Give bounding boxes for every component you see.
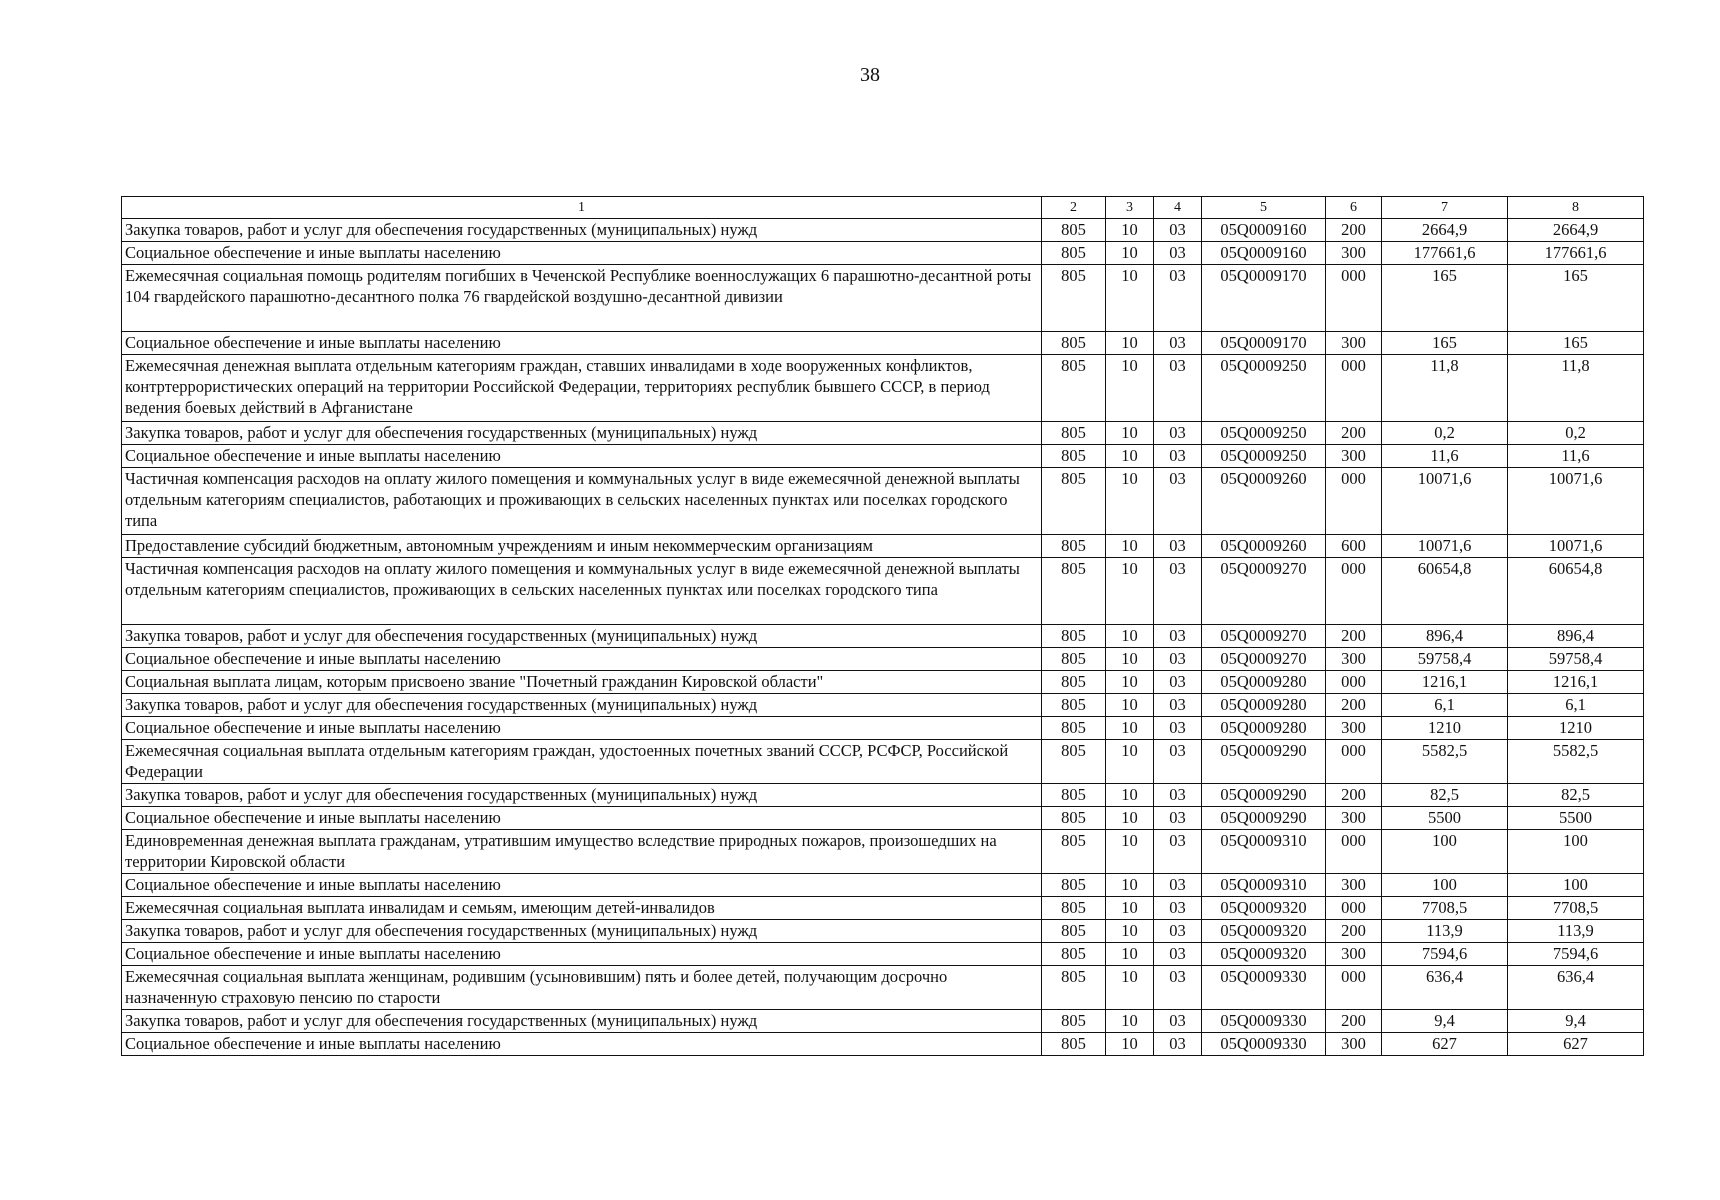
cell-col2: 805: [1042, 671, 1106, 694]
cell-col2: 805: [1042, 694, 1106, 717]
cell-col7: 0,2: [1382, 422, 1508, 445]
header-cell-3: 3: [1106, 197, 1154, 219]
cell-col4: 03: [1154, 422, 1202, 445]
cell-col4: 03: [1154, 332, 1202, 355]
cell-col5: 05Q0009290: [1202, 807, 1326, 830]
table-row: [122, 784, 1644, 807]
cell-col2: 805: [1042, 355, 1106, 422]
cell-col5: 05Q0009260: [1202, 468, 1326, 535]
cell-col3: 10: [1106, 265, 1154, 332]
cell-col6: 300: [1326, 717, 1382, 740]
cell-col4: 03: [1154, 740, 1202, 784]
table-row: [122, 740, 1644, 784]
cell-col4: 03: [1154, 625, 1202, 648]
cell-col5: 05Q0009330: [1202, 966, 1326, 1010]
cell-name: Социальная выплата лицам, которым присвоено звание "Почетный гражданин Кировской области": [122, 671, 1042, 694]
cell-col3: 10: [1106, 1033, 1154, 1056]
cell-col5: 05Q0009330: [1202, 1033, 1326, 1056]
table-row: [122, 422, 1644, 445]
header-cell-1: 1: [122, 197, 1042, 219]
header-row: [122, 197, 1644, 219]
cell-name: Закупка товаров, работ и услуг для обеспечения государственных (муниципальных) нужд: [122, 219, 1042, 242]
cell-col3: 10: [1106, 422, 1154, 445]
cell-name: Частичная компенсация расходов на оплату жилого помещения и коммунальных услуг в виде ежемесячной денежной выплаты отдельным категориям специалистов, проживающих в сельских населенных пунктах или поселках городского типа: [122, 558, 1042, 625]
table-row: [122, 874, 1644, 897]
cell-col3: 10: [1106, 807, 1154, 830]
cell-col5: 05Q0009280: [1202, 694, 1326, 717]
cell-name: Ежемесячная социальная выплата женщинам, родившим (усыновившим) пять и более детей, получающим досрочно назначенную страховую пенсию по старости: [122, 966, 1042, 1010]
cell-col3: 10: [1106, 355, 1154, 422]
cell-col2: 805: [1042, 966, 1106, 1010]
cell-col5: 05Q0009320: [1202, 943, 1326, 966]
cell-col6: 000: [1326, 468, 1382, 535]
cell-name: Социальное обеспечение и иные выплаты населению: [122, 332, 1042, 355]
page-number: 38: [860, 64, 880, 86]
cell-col8: 165: [1508, 332, 1644, 355]
table-row: [122, 830, 1644, 874]
cell-col3: 10: [1106, 535, 1154, 558]
cell-col2: 805: [1042, 784, 1106, 807]
cell-name: Частичная компенсация расходов на оплату жилого помещения и коммунальных услуг в виде ежемесячной денежной выплаты отдельным категориям специалистов, работающих и проживающих в сельских населенных пунктах или поселках городского типа: [122, 468, 1042, 535]
cell-col3: 10: [1106, 943, 1154, 966]
cell-col2: 805: [1042, 558, 1106, 625]
cell-col5: 05Q0009290: [1202, 740, 1326, 784]
cell-col8: 100: [1508, 874, 1644, 897]
cell-col7: 627: [1382, 1033, 1508, 1056]
cell-col3: 10: [1106, 242, 1154, 265]
cell-col7: 6,1: [1382, 694, 1508, 717]
cell-name: Закупка товаров, работ и услуг для обеспечения государственных (муниципальных) нужд: [122, 1010, 1042, 1033]
cell-col2: 805: [1042, 943, 1106, 966]
cell-col7: 1210: [1382, 717, 1508, 740]
table-row: [122, 558, 1644, 625]
cell-col6: 300: [1326, 242, 1382, 265]
cell-col6: 000: [1326, 355, 1382, 422]
cell-col2: 805: [1042, 1033, 1106, 1056]
cell-col4: 03: [1154, 897, 1202, 920]
cell-col4: 03: [1154, 830, 1202, 874]
cell-col6: 600: [1326, 535, 1382, 558]
cell-col7: 10071,6: [1382, 535, 1508, 558]
header-cell-8: 8: [1508, 197, 1644, 219]
cell-col6: 000: [1326, 966, 1382, 1010]
cell-col6: 000: [1326, 671, 1382, 694]
cell-col8: 896,4: [1508, 625, 1644, 648]
cell-name: Ежемесячная социальная выплата инвалидам и семьям, имеющим детей-инвалидов: [122, 897, 1042, 920]
cell-col4: 03: [1154, 1033, 1202, 1056]
cell-name: Ежемесячная социальная выплата отдельным категориям граждан, удостоенных почетных званий СССР, РСФСР, Российской Федерации: [122, 740, 1042, 784]
table-row: [122, 219, 1644, 242]
cell-col6: 300: [1326, 648, 1382, 671]
cell-col6: 300: [1326, 332, 1382, 355]
cell-col7: 7594,6: [1382, 943, 1508, 966]
cell-col6: 300: [1326, 445, 1382, 468]
cell-col5: 05Q0009260: [1202, 535, 1326, 558]
header-cell-2: 2: [1042, 197, 1106, 219]
cell-col3: 10: [1106, 784, 1154, 807]
cell-col5: 05Q0009250: [1202, 355, 1326, 422]
cell-col5: 05Q0009170: [1202, 265, 1326, 332]
cell-col8: 7594,6: [1508, 943, 1644, 966]
cell-name: Социальное обеспечение и иные выплаты населению: [122, 943, 1042, 966]
table-body: [122, 219, 1644, 1056]
cell-col6: 200: [1326, 920, 1382, 943]
cell-col8: 6,1: [1508, 694, 1644, 717]
cell-col5: 05Q0009160: [1202, 242, 1326, 265]
cell-name: Ежемесячная денежная выплата отдельным категориям граждан, ставших инвалидами в ходе вооруженных конфликтов, контртеррористических операций на территории Российской Федерации, территориях республик бывшего СССР, в период ведения боевых действий в Афганистане: [122, 355, 1042, 422]
cell-col3: 10: [1106, 740, 1154, 784]
cell-col2: 805: [1042, 830, 1106, 874]
cell-col6: 300: [1326, 874, 1382, 897]
cell-col8: 177661,6: [1508, 242, 1644, 265]
cell-col8: 113,9: [1508, 920, 1644, 943]
cell-col2: 805: [1042, 897, 1106, 920]
table-row: [122, 943, 1644, 966]
cell-col4: 03: [1154, 355, 1202, 422]
table-row: [122, 671, 1644, 694]
cell-col6: 300: [1326, 943, 1382, 966]
header-cell-4: 4: [1154, 197, 1202, 219]
cell-name: Единовременная денежная выплата гражданам, утратившим имущество вследствие природных пожаров, произошедших на территории Кировской области: [122, 830, 1042, 874]
cell-col5: 05Q0009250: [1202, 422, 1326, 445]
cell-col7: 59758,4: [1382, 648, 1508, 671]
cell-col5: 05Q0009320: [1202, 920, 1326, 943]
cell-col2: 805: [1042, 332, 1106, 355]
cell-col2: 805: [1042, 535, 1106, 558]
cell-col7: 5500: [1382, 807, 1508, 830]
table-row: [122, 807, 1644, 830]
cell-col3: 10: [1106, 625, 1154, 648]
budget-table: [121, 196, 1644, 1056]
cell-col3: 10: [1106, 332, 1154, 355]
cell-col2: 805: [1042, 445, 1106, 468]
cell-col6: 200: [1326, 625, 1382, 648]
cell-col4: 03: [1154, 694, 1202, 717]
cell-col8: 627: [1508, 1033, 1644, 1056]
cell-col8: 5500: [1508, 807, 1644, 830]
cell-name: Ежемесячная социальная помощь родителям погибших в Чеченской Республике военнослужащих 6 парашютно-десантной роты 104 гвардейского парашютно-десантного полка 76 гвардейской воздушно-десантной дивизии: [122, 265, 1042, 332]
cell-col7: 636,4: [1382, 966, 1508, 1010]
cell-col7: 11,8: [1382, 355, 1508, 422]
cell-col7: 60654,8: [1382, 558, 1508, 625]
cell-col4: 03: [1154, 242, 1202, 265]
table-row: [122, 1010, 1644, 1033]
cell-col7: 2664,9: [1382, 219, 1508, 242]
cell-col4: 03: [1154, 943, 1202, 966]
cell-name: Закупка товаров, работ и услуг для обеспечения государственных (муниципальных) нужд: [122, 920, 1042, 943]
cell-col6: 300: [1326, 807, 1382, 830]
cell-col5: 05Q0009320: [1202, 897, 1326, 920]
cell-col2: 805: [1042, 1010, 1106, 1033]
table-row: [122, 535, 1644, 558]
cell-col8: 636,4: [1508, 966, 1644, 1010]
cell-col4: 03: [1154, 874, 1202, 897]
table-row: [122, 625, 1644, 648]
cell-col6: 200: [1326, 1010, 1382, 1033]
cell-col5: 05Q0009170: [1202, 332, 1326, 355]
cell-col2: 805: [1042, 219, 1106, 242]
cell-col8: 165: [1508, 265, 1644, 332]
cell-col7: 896,4: [1382, 625, 1508, 648]
table-row: [122, 920, 1644, 943]
header-cell-6: 6: [1326, 197, 1382, 219]
cell-col4: 03: [1154, 265, 1202, 332]
cell-col2: 805: [1042, 717, 1106, 740]
cell-col6: 200: [1326, 784, 1382, 807]
table-row: [122, 445, 1644, 468]
cell-name: Социальное обеспечение и иные выплаты населению: [122, 717, 1042, 740]
cell-col4: 03: [1154, 717, 1202, 740]
cell-col5: 05Q0009310: [1202, 874, 1326, 897]
cell-col6: 000: [1326, 265, 1382, 332]
cell-col7: 113,9: [1382, 920, 1508, 943]
cell-name: Социальное обеспечение и иные выплаты населению: [122, 874, 1042, 897]
cell-col3: 10: [1106, 558, 1154, 625]
cell-col2: 805: [1042, 468, 1106, 535]
table-row: [122, 897, 1644, 920]
cell-col8: 11,8: [1508, 355, 1644, 422]
cell-col5: 05Q0009310: [1202, 830, 1326, 874]
cell-col4: 03: [1154, 219, 1202, 242]
cell-col7: 10071,6: [1382, 468, 1508, 535]
cell-name: Предоставление субсидий бюджетным, автономным учреждениям и иным некоммерческим организациям: [122, 535, 1042, 558]
cell-col3: 10: [1106, 219, 1154, 242]
cell-col3: 10: [1106, 648, 1154, 671]
cell-col4: 03: [1154, 558, 1202, 625]
cell-col4: 03: [1154, 445, 1202, 468]
cell-name: Закупка товаров, работ и услуг для обеспечения государственных (муниципальных) нужд: [122, 422, 1042, 445]
cell-name: Социальное обеспечение и иные выплаты населению: [122, 242, 1042, 265]
cell-col2: 805: [1042, 422, 1106, 445]
cell-col4: 03: [1154, 966, 1202, 1010]
cell-col3: 10: [1106, 717, 1154, 740]
cell-col3: 10: [1106, 920, 1154, 943]
cell-col3: 10: [1106, 830, 1154, 874]
cell-col3: 10: [1106, 671, 1154, 694]
cell-name: Социальное обеспечение и иные выплаты населению: [122, 807, 1042, 830]
cell-col6: 300: [1326, 1033, 1382, 1056]
cell-col2: 805: [1042, 648, 1106, 671]
cell-col6: 000: [1326, 830, 1382, 874]
cell-col4: 03: [1154, 468, 1202, 535]
header-cell-5: 5: [1202, 197, 1326, 219]
table-row: [122, 468, 1644, 535]
cell-col5: 05Q0009330: [1202, 1010, 1326, 1033]
cell-col3: 10: [1106, 897, 1154, 920]
cell-col8: 1210: [1508, 717, 1644, 740]
cell-col5: 05Q0009270: [1202, 648, 1326, 671]
cell-col4: 03: [1154, 1010, 1202, 1033]
cell-name: Закупка товаров, работ и услуг для обеспечения государственных (муниципальных) нужд: [122, 784, 1042, 807]
cell-col7: 9,4: [1382, 1010, 1508, 1033]
cell-col5: 05Q0009280: [1202, 671, 1326, 694]
cell-col3: 10: [1106, 1010, 1154, 1033]
cell-col4: 03: [1154, 807, 1202, 830]
cell-col6: 200: [1326, 422, 1382, 445]
cell-col5: 05Q0009270: [1202, 625, 1326, 648]
cell-col8: 100: [1508, 830, 1644, 874]
cell-col3: 10: [1106, 445, 1154, 468]
cell-col2: 805: [1042, 874, 1106, 897]
cell-col8: 10071,6: [1508, 535, 1644, 558]
cell-col2: 805: [1042, 265, 1106, 332]
cell-col5: 05Q0009280: [1202, 717, 1326, 740]
cell-col8: 59758,4: [1508, 648, 1644, 671]
header-cell-7: 7: [1382, 197, 1508, 219]
cell-col8: 1216,1: [1508, 671, 1644, 694]
cell-col7: 165: [1382, 265, 1508, 332]
cell-col7: 100: [1382, 874, 1508, 897]
table-row: [122, 332, 1644, 355]
cell-col8: 2664,9: [1508, 219, 1644, 242]
cell-col7: 100: [1382, 830, 1508, 874]
cell-col3: 10: [1106, 694, 1154, 717]
table-row: [122, 648, 1644, 671]
cell-col4: 03: [1154, 671, 1202, 694]
cell-col5: 05Q0009290: [1202, 784, 1326, 807]
cell-name: Закупка товаров, работ и услуг для обеспечения государственных (муниципальных) нужд: [122, 625, 1042, 648]
cell-col3: 10: [1106, 468, 1154, 535]
table-row: [122, 694, 1644, 717]
cell-col6: 200: [1326, 694, 1382, 717]
table-row: [122, 265, 1644, 332]
table-row: [122, 1033, 1644, 1056]
cell-name: Социальное обеспечение и иные выплаты населению: [122, 445, 1042, 468]
table-row: [122, 242, 1644, 265]
cell-col4: 03: [1154, 784, 1202, 807]
cell-col4: 03: [1154, 535, 1202, 558]
cell-col3: 10: [1106, 966, 1154, 1010]
cell-col7: 5582,5: [1382, 740, 1508, 784]
cell-col6: 000: [1326, 558, 1382, 625]
table-row: [122, 717, 1644, 740]
table-row: [122, 355, 1644, 422]
cell-col8: 0,2: [1508, 422, 1644, 445]
cell-col7: 1216,1: [1382, 671, 1508, 694]
cell-col6: 000: [1326, 740, 1382, 784]
cell-col7: 82,5: [1382, 784, 1508, 807]
cell-name: Социальное обеспечение и иные выплаты населению: [122, 1033, 1042, 1056]
cell-col8: 11,6: [1508, 445, 1644, 468]
cell-col8: 9,4: [1508, 1010, 1644, 1033]
cell-col8: 5582,5: [1508, 740, 1644, 784]
cell-col7: 177661,6: [1382, 242, 1508, 265]
cell-col7: 7708,5: [1382, 897, 1508, 920]
cell-col4: 03: [1154, 648, 1202, 671]
cell-col4: 03: [1154, 920, 1202, 943]
cell-col8: 82,5: [1508, 784, 1644, 807]
cell-col6: 200: [1326, 219, 1382, 242]
cell-col5: 05Q0009160: [1202, 219, 1326, 242]
cell-col5: 05Q0009250: [1202, 445, 1326, 468]
cell-col2: 805: [1042, 242, 1106, 265]
table-row: [122, 966, 1644, 1010]
cell-col6: 000: [1326, 897, 1382, 920]
cell-col7: 11,6: [1382, 445, 1508, 468]
cell-col3: 10: [1106, 874, 1154, 897]
cell-col2: 805: [1042, 740, 1106, 784]
cell-name: Социальное обеспечение и иные выплаты населению: [122, 648, 1042, 671]
cell-col2: 805: [1042, 807, 1106, 830]
cell-col8: 60654,8: [1508, 558, 1644, 625]
cell-col5: 05Q0009270: [1202, 558, 1326, 625]
cell-col7: 165: [1382, 332, 1508, 355]
cell-col2: 805: [1042, 625, 1106, 648]
cell-col8: 7708,5: [1508, 897, 1644, 920]
cell-col8: 10071,6: [1508, 468, 1644, 535]
cell-name: Закупка товаров, работ и услуг для обеспечения государственных (муниципальных) нужд: [122, 694, 1042, 717]
cell-col2: 805: [1042, 920, 1106, 943]
